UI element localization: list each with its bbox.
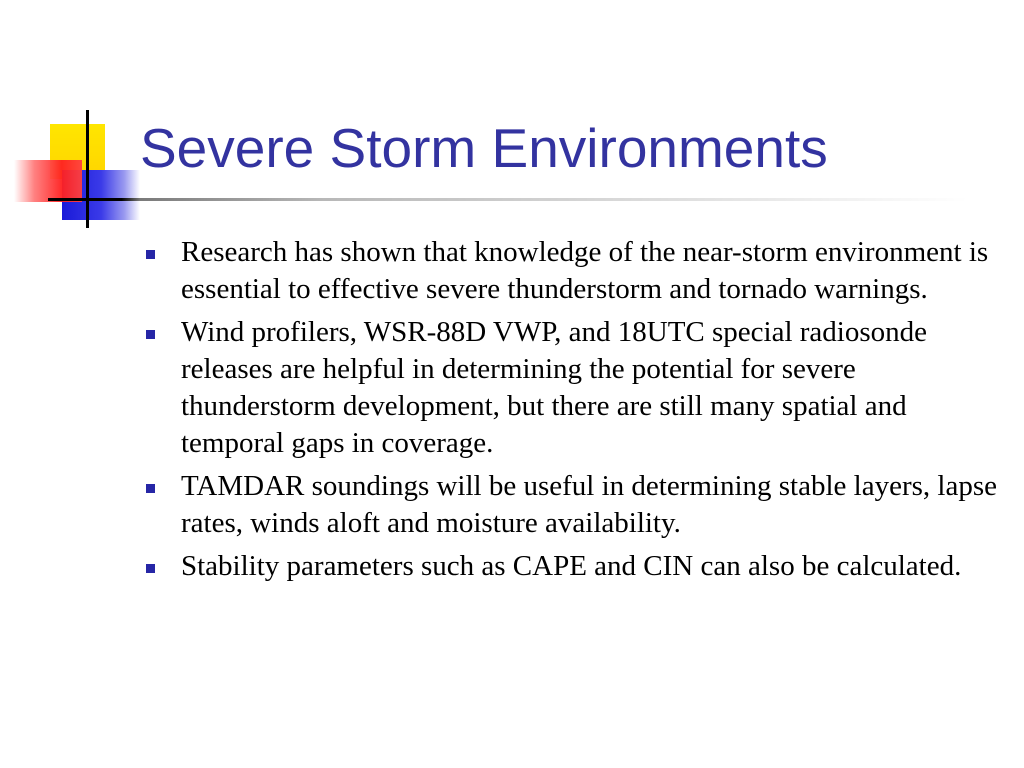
bullet-text: Stability parameters such as CAPE and CIN can also be calculated.	[181, 550, 962, 582]
title-underline-divider	[48, 198, 968, 201]
bullet-item	[140, 314, 1000, 462]
bullet-text: Research has shown that knowledge of the near-storm environment is essential to effective severe thunderstorm and tornado warnings.	[181, 236, 989, 305]
bullet-item	[140, 234, 1000, 308]
square-bullet-icon	[146, 484, 155, 493]
decorative-red-bar	[14, 160, 82, 202]
decorative-vertical-line	[86, 110, 89, 228]
bullet-item	[140, 468, 1000, 542]
square-bullet-icon	[146, 564, 155, 573]
square-bullet-icon	[146, 250, 155, 259]
bullet-text: TAMDAR soundings will be useful in determining stable layers, lapse rates, winds aloft and moisture availability.	[181, 470, 997, 539]
slide-title: Severe Storm Environments	[140, 117, 828, 179]
bullet-text: Wind profilers, WSR-88D VWP, and 18UTC special radiosonde releases are helpful in determining the potential for severe thunderstorm development, but there are still many spatial and temporal gaps in coverage.	[181, 316, 928, 459]
bullet-list	[140, 234, 1000, 591]
square-bullet-icon	[146, 330, 155, 339]
bullet-item	[140, 548, 1000, 585]
